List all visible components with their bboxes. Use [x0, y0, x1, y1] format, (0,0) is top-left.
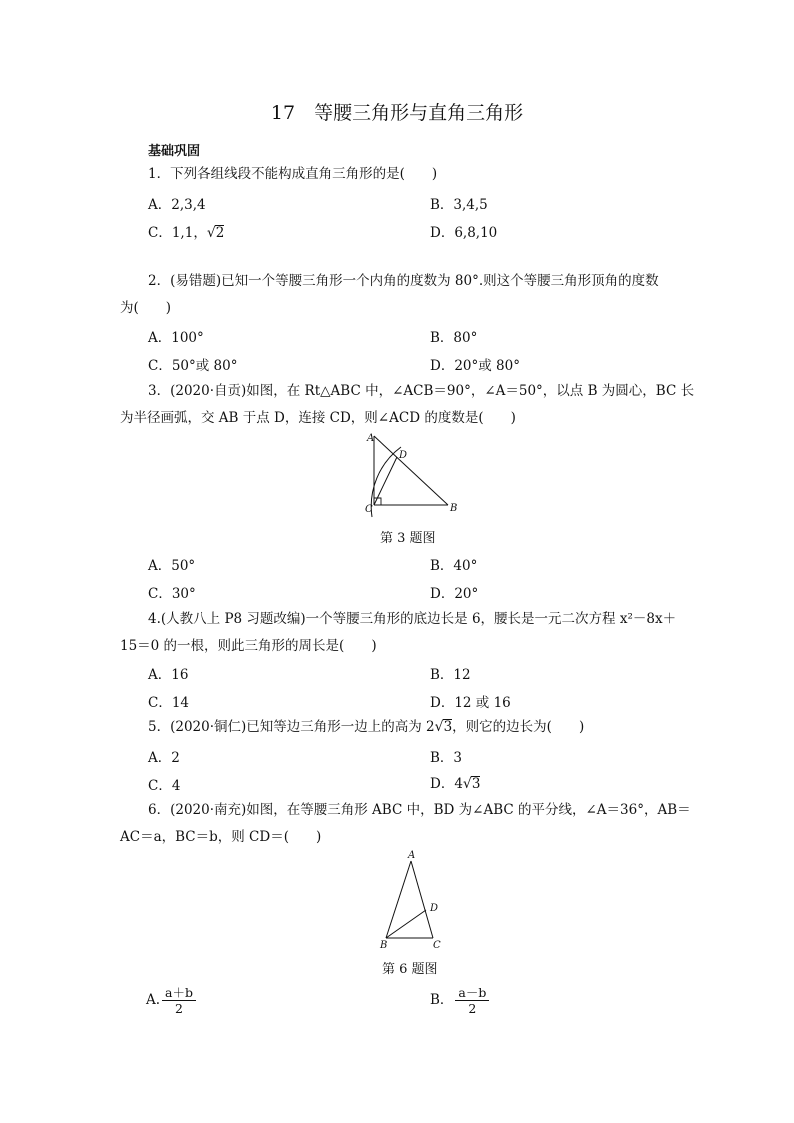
q6-option-b-fraction: [455, 985, 489, 1016]
q1-option-a-label: A．: [148, 197, 172, 213]
fig6-side-ac: [411, 861, 433, 938]
section-heading: 基础巩固: [148, 144, 201, 159]
q1-option-b-text: 3,4,5: [453, 197, 488, 213]
question-6-line1: 6．(2020·南充)如图，在等腰三角形 ABC 中，BD 为∠ABC 的平分线，∠A＝36°，AB＝: [148, 802, 691, 818]
q6-option-b-denominator: 2: [468, 1001, 477, 1016]
q1-option-d: [430, 221, 497, 241]
question-4-line2: 15＝0 的一根，则此三角形的周长是( ): [120, 638, 377, 654]
q6-option-a: [146, 985, 196, 1016]
fig3-side-ab: [374, 436, 448, 505]
q1-option-d-text: 6,8,10: [454, 225, 498, 241]
q5-stem-text: 5．(2020·铜仁)已知等边三角形一边上的高为 2: [148, 719, 435, 735]
q1-option-b: [430, 193, 488, 213]
q1-option-a-text: 2,3,4: [171, 197, 206, 213]
fig6-side-ab: [386, 861, 411, 938]
figure-6-diagram: [375, 848, 445, 952]
sqrt-sign: √: [206, 225, 216, 241]
q1-option-b-label: B．: [430, 197, 454, 213]
q6-option-b-numerator: a－b: [455, 985, 489, 1001]
q6-option-b-label: B．: [430, 992, 454, 1008]
question-1-stem: 1．下列各组线段不能构成直角三角形的是( ): [148, 166, 438, 182]
q6-option-a-label: A.: [146, 992, 161, 1008]
q5-option-d-radicand: 3: [471, 776, 481, 792]
q4-option-c: C．14: [148, 695, 190, 711]
q2-option-c: C．50°或 80°: [148, 358, 238, 374]
fig3-label-b: B: [450, 503, 458, 514]
q4-option-a: A．16: [148, 667, 189, 683]
q6-option-a-numerator: a＋b: [162, 985, 196, 1001]
question-3-line2: 为半径画弧，交 AB 于点 D，连接 CD，则∠ACD 的度数是( ): [120, 410, 516, 426]
question-2-line1: 2．(易错题)已知一个等腰三角形一个内角的度数为 80°.则这个等腰三角形顶角的度数: [148, 273, 659, 289]
q1-option-c-radicand: 2: [215, 225, 225, 241]
page-title: 17 等腰三角形与直角三角形: [270, 102, 524, 124]
q5-stem-radicand: 3: [443, 719, 453, 735]
fig6-label-c: C: [433, 940, 441, 951]
question-5-stem: [148, 716, 584, 738]
q5-option-d-text: D．4: [430, 776, 463, 792]
q4-option-d: D．12 或 16: [430, 695, 511, 711]
q5-option-b: B．3: [430, 750, 463, 766]
q5-option-c: C．4: [148, 778, 181, 794]
figure-6-caption: 第 6 题图: [382, 962, 438, 977]
q1-option-a: [148, 193, 206, 213]
question-3-line1: 3．(2020·自贡)如图，在 Rt△ABC 中，∠ACB＝90°，∠A＝50°，以点 B 为圆心，BC 长: [148, 383, 695, 399]
q6-option-a-denominator: 2: [175, 1001, 183, 1016]
sqrt-sign: √: [462, 776, 472, 792]
figure-3-diagram: [355, 428, 465, 518]
fig3-label-c: C: [365, 504, 373, 515]
q5-option-d: [430, 772, 480, 792]
question-6-line2: AC＝a，BC＝b，则 CD＝( ): [120, 829, 322, 845]
question-2-line2: 为( ): [120, 300, 172, 316]
q3-option-a: A．50°: [148, 558, 196, 574]
fig3-label-d: D: [399, 450, 408, 461]
question-4-line1: 4.(人教八上 P8 习题改编)一个等腰三角形的底边长是 6，腰长是一元二次方程 x²－8x＋: [148, 611, 677, 627]
fig3-label-a: A: [367, 433, 375, 444]
fig6-label-b: B: [380, 940, 388, 951]
fig6-segment-bd: [386, 910, 426, 938]
sqrt-sign: √: [434, 719, 444, 735]
fig6-label-a: A: [408, 850, 416, 861]
q1-option-d-label: D．: [430, 225, 455, 241]
q3-option-c: C．30°: [148, 586, 196, 602]
q5-stem-text-end: ，则它的边长为( ): [452, 719, 585, 735]
q4-option-b: B．12: [430, 667, 471, 683]
q3-option-d: D．20°: [430, 586, 479, 602]
q3-option-b: B．40°: [430, 558, 478, 574]
q5-option-a: A．2: [148, 750, 180, 766]
q2-option-b: B．80°: [430, 330, 478, 346]
q6-option-a-fraction: [162, 985, 196, 1016]
q6-option-b: [430, 985, 489, 1016]
q1-option-c-label: C．: [148, 225, 172, 241]
fig6-label-d: D: [430, 903, 439, 914]
q2-option-d: D．20°或 80°: [430, 358, 520, 374]
q1-option-c: [148, 221, 224, 241]
figure-3-caption: 第 3 题图: [380, 531, 436, 546]
q2-option-a: A．100°: [148, 330, 204, 346]
q1-option-c-text: 1,1，: [171, 225, 207, 241]
